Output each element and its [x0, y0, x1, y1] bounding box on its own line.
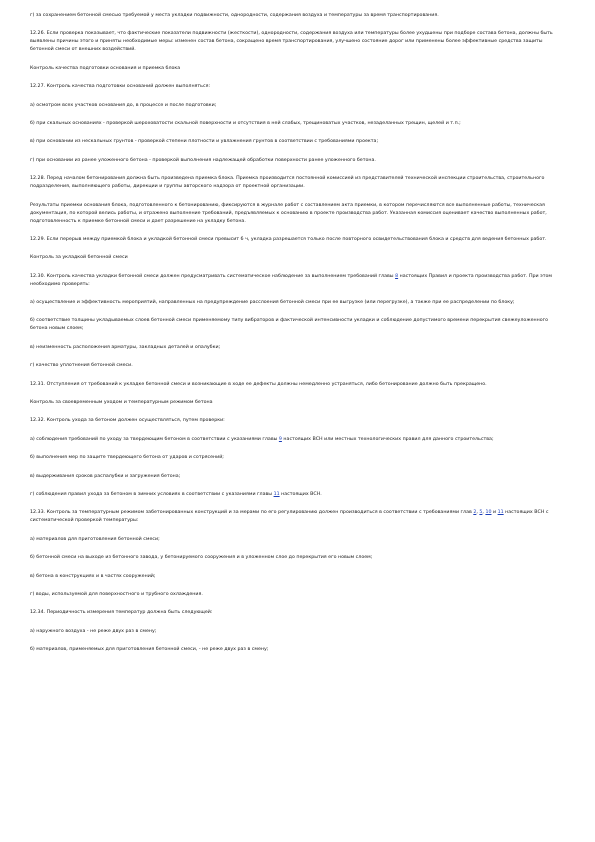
text-run: б) бетонной смеси на выходе из бетонного завода, у бетонируемого сооружения и в уложенном слое до перекрытия его новым слоем; [30, 555, 373, 561]
text-run: , [482, 510, 486, 516]
text-run: 12.32. Контроль ухода за бетоном должен осуществляться, путем проверки: [30, 418, 225, 424]
text-run: настоящих ВСН или местных технологических правил для данного строительства; [281, 436, 494, 442]
text-run: 12.34. Периодичность измерения температур должна быть следующей: [30, 610, 213, 616]
text-run: 12.33. Контроль за температурным режимом забетонированных конструкций и за мерами по его регулированию должен производиться в соответствии с требованиями глав [30, 510, 474, 516]
text-run: , [476, 510, 480, 516]
paragraph-12-26 [30, 30, 567, 54]
list-item [30, 473, 567, 481]
section-heading [30, 65, 567, 73]
paragraph [30, 202, 567, 226]
text-run: а) осуществление и эффективность мероприятий, направленных на предупреждение расслоения бетонной смеси при ее выгрузке (или перегрузке), а также при ее распределении по блоку; [30, 300, 515, 306]
text-run: Контроль за укладкой бетонной смеси [30, 255, 128, 261]
paragraph-12-31 [30, 381, 567, 389]
list-item [30, 591, 567, 599]
paragraph-12-34 [30, 609, 567, 617]
paragraph-12-30 [30, 273, 567, 289]
text-run: б) выполнения мер по защите твердеющего бетона от ударов и сотрясений; [30, 455, 224, 461]
text-run: г) при основании из ранее уложенного бетона - проверкой выполнения надлежащей обработки поверхности ранее уложенного бетона. [30, 157, 376, 163]
paragraph-12-28 [30, 175, 567, 191]
list-item [30, 102, 567, 110]
text-run: в) неизменность расположения арматуры, закладных деталей и опалубки; [30, 344, 221, 350]
paragraph [30, 12, 567, 20]
chapter-link[interactable]: 9 [278, 436, 282, 442]
text-run: Контроль качества подготовки основания и приемка блока [30, 65, 181, 71]
list-item [30, 317, 567, 333]
chapter-link[interactable]: 11 [497, 510, 504, 516]
text-run: б) соответствие толщины укладываемых слоев бетонной смеси применяемому типу вибраторов и фактической интенсивности укладки и соблюдение допустимого времени перекрытия свежеуложенного бетона новым слоем; [30, 318, 549, 332]
chapter-link[interactable]: 11 [273, 491, 280, 497]
text-run: в) при основании из нескальных грунтов - проверкой степени плотности и увлажнения грунтов в соответствии с требованиями проекта; [30, 139, 379, 145]
text-run: 12.26. Если проверка показывает, что фактические показатели подвижности (жесткости), однородности, содержания воздуха или температуры более ухудшены при подборе состава бетона, должны быть выявлены причины этого и приняты необходимые меры: изменен состав бетона, сокращено время транспортирования, улучшено состояние дорог или применены более эффективные средства защиты бетонной смеси от внешних воздействий. [30, 31, 553, 53]
chapter-link[interactable]: 8 [395, 273, 399, 279]
text-run: г) воды, используемой для поверхностного и трубного охлаждения. [30, 591, 203, 597]
text-run: Контроль за своевременным уходом и температурным режимом бетона [30, 400, 213, 406]
text-run: а) материалов для приготовления бетонной смеси; [30, 536, 160, 542]
list-item [30, 138, 567, 146]
text-run: 12.27. Контроль качества подготовки оснований должен выполняться: [30, 84, 211, 90]
text-run: 12.30. Контроль качества укладки бетонной смеси должен предусматривать систематическое наблюдение за выполнением требований главы [30, 273, 396, 279]
list-item [30, 362, 567, 370]
text-run: а) соблюдения требований по уходу за твердеющим бетоном в соответствии с указаниями главы [30, 436, 279, 442]
text-run: а) осмотром всех участков основания до, в процессе и после подготовки; [30, 102, 217, 108]
text-run: в) выдерживания сроков распалубки и загружения бетона; [30, 473, 181, 479]
list-item [30, 454, 567, 462]
list-item [30, 120, 567, 128]
list-item [30, 299, 567, 307]
list-item [30, 646, 567, 654]
text-run: и [491, 510, 498, 516]
text-run: а) наружного воздуха - не реже двух раз в смену; [30, 628, 157, 634]
text-run: настоящих Правил и проекта производства работ. При этом необходимо проверять: [30, 273, 553, 287]
paragraph-12-27 [30, 83, 567, 91]
chapter-link[interactable]: 10 [485, 510, 492, 516]
text-run: в) бетона в конструкциях и в частях сооружений; [30, 573, 156, 579]
text-run: 12.29. Если перерыв между приемкой блока и укладкой бетонной смеси превысит 6 ч, укладка разрешается только после повторного освидетельствования блока и средств для ведения бетонных работ. [30, 236, 547, 242]
text-run: настоящих ВСН. [279, 491, 322, 497]
text-run: г) за сохранением бетонной смесью требуемой у места укладки подвижности, однородности, содержания воздуха и температуры за время транспортирования. [30, 13, 439, 18]
paragraph-12-32 [30, 417, 567, 425]
text-run: б) материалов, применяемых для приготовления бетонной смеси, - не реже двух раз в смену; [30, 647, 269, 653]
text-run: г) соблюдения правил ухода за бетоном в зимних условиях в соответствии с указаниями главы [30, 491, 274, 497]
text-run: настоящих ВСН с систематической проверкой температуры: [30, 510, 549, 524]
list-item [30, 536, 567, 544]
text-run: г) качество уплотнения бетонной смеси. [30, 363, 133, 369]
text-run: б) при скальных основаниях - проверкой шероховатости скальной поверхности и отсутствия в ней слабых, трещиноватых участков, незаделанных трещин, щелей и т.п.; [30, 120, 461, 126]
text-run: Результаты приемки основания блока, подготовленного к бетонированию, фиксируются в журнале работ с составлением акта приемки, в котором перечисляются все выполненные работы, техническая документация, по которой велись работы, и отражено выполнение требований, предъявляемых к основанию в проекте производства работ. Указанная комиссия оценивает качество выполненных работ, подготовленность к приемке бетонной смеси и дает разрешение на укладку бетона. [30, 202, 547, 224]
paragraph-12-33 [30, 509, 567, 525]
text-run: 12.28. Перед началом бетонирования должна быть произведена приемка блока. Приемка производится постоянной комиссией из представителей технической инспекции строительства, строительного подразделения, выполняющего работы, дирекции и группы авторского надзора от проектной организации. [30, 176, 545, 190]
list-item [30, 436, 567, 444]
chapter-link[interactable]: 2 [473, 510, 477, 516]
list-item [30, 344, 567, 352]
paragraph-12-29 [30, 236, 567, 244]
chapter-link[interactable]: 5 [479, 510, 483, 516]
section-heading [30, 254, 567, 262]
list-item [30, 554, 567, 562]
list-item [30, 573, 567, 581]
list-item [30, 491, 567, 499]
text-run: 12.31. Отступления от требований к укладке бетонной смеси и возникающие в ходе ее дефекты должны немедленно устраняться, либо бетонирование должно быть прекращено. [30, 381, 487, 387]
list-item [30, 157, 567, 165]
section-heading [30, 399, 567, 407]
list-item [30, 628, 567, 636]
